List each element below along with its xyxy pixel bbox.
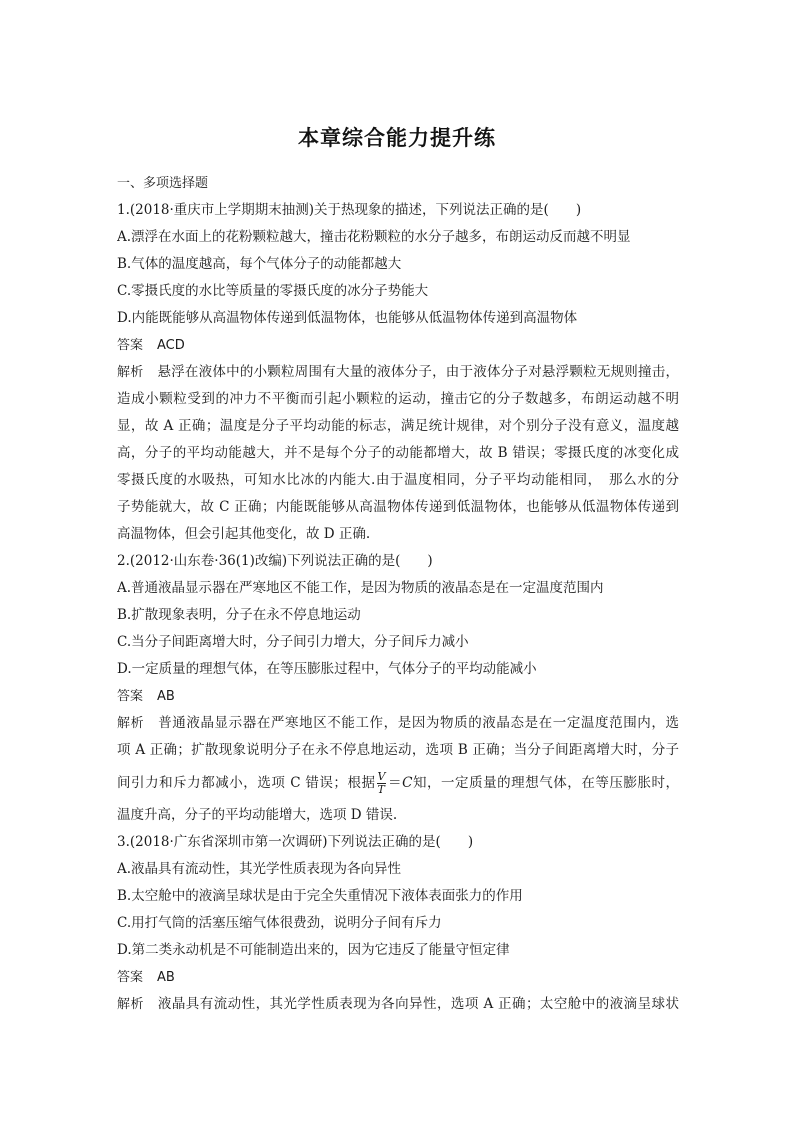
- analysis-line: 造成小颗粒受到的冲力不平衡而引起小颗粒的运动，撞击它的分子数越多，布朗运动越不明: [117, 391, 679, 407]
- q3-answer: [117, 964, 679, 991]
- answer-label: 答案: [117, 689, 144, 704]
- q2-analysis: [117, 710, 679, 829]
- analysis-label: 解析: [117, 365, 144, 380]
- q1-analysis: [117, 359, 679, 548]
- analysis-label: 解析: [117, 997, 144, 1012]
- analysis-line: 解析 普通液晶显示器在严寒地区不能工作，是因为物质的液晶态是在一定温度范围内，选: [117, 715, 679, 731]
- answer-value: AB: [157, 970, 175, 985]
- q1-answer: [117, 332, 679, 359]
- analysis-line: 零摄氏度的水吸热，可知水比冰的内能大.由于温度相同，分子平均动能相同， 那么水的分: [117, 472, 679, 488]
- analysis-line: 显，故 A 正确；温度是分子平均动能的标志，满足统计规律，对个别分子没有意义，温度越: [117, 418, 679, 434]
- q1-stem: 1.(2018·重庆市上学期期末抽测)关于热现象的描述，下列说法正确的是( ): [117, 202, 582, 218]
- section-heading: 一、多项选择题: [117, 176, 209, 191]
- q1-option-d: D.内能既能够从高温物体传递到低温物体，也能够从低温物体传递到高温物体: [117, 310, 578, 326]
- q3-option-d: D.第二类永动机是不可能制造出来的，因为它违反了能量守恒定律: [117, 942, 510, 958]
- answer-value: ACD: [157, 338, 185, 353]
- analysis-line: 子势能就大，故 C 正确；内能既能够从高温物体传递到低温物体，也能够从低温物体传递到: [117, 499, 679, 515]
- q2-stem: 2.(2012·山东卷·36(1)改编)下列说法正确的是( ): [117, 553, 433, 569]
- analysis-line: 高温物体，但会引起其他变化，故 D 正确.: [117, 526, 371, 542]
- q1-option-b: B.气体的温度越高，每个气体分子的动能都越大: [117, 256, 402, 272]
- analysis-line: 温度升高，分子的平均动能增大，选项 D 错误.: [117, 807, 398, 823]
- analysis-line: 解析 悬浮在液体中的小颗粒周围有大量的液体分子，由于液体分子对悬浮颗粒无规则撞击，: [117, 364, 679, 380]
- q3-option-c: C.用打气筒的活塞压缩气体很费劲，说明分子间有斥力: [117, 915, 442, 931]
- q3-option-b: B.太空舱中的液滴呈球状是由于完全失重情况下液体表面张力的作用: [117, 888, 523, 904]
- q3-stem: 3.(2018·广东省深圳市第一次调研)下列说法正确的是( ): [117, 834, 474, 850]
- q2-option-d: D.一定质量的理想气体，在等压膨胀过程中，气体分子的平均动能减小: [117, 661, 537, 677]
- analysis-line-formula: 间引力和斥力都减小，选项 C 错误；根据 $\frac{V}{T}$ ＝C知，一定质量的理想气体，在等压膨胀时，: [117, 770, 679, 796]
- q3-analysis: [117, 991, 679, 1018]
- q3-option-a: A.液晶具有流动性，其光学性质表现为各向异性: [117, 861, 402, 877]
- q2-answer: [117, 683, 679, 710]
- analysis-label: 解析: [117, 716, 145, 731]
- q2-option-b: B.扩散现象表明，分子在永不停息地运动: [117, 607, 361, 623]
- fraction-v-over-t: $\frac{V}{T}$: [377, 770, 386, 796]
- analysis-line: 解析 液晶具有流动性，其光学性质表现为各向异性，选项 A 正确；太空舱中的液滴呈球状: [117, 996, 679, 1012]
- answer-value: AB: [157, 689, 175, 704]
- q2-option-a: A.普通液晶显示器在严寒地区不能工作，是因为物质的液晶态是在一定温度范围内: [117, 580, 604, 596]
- answer-label: 答案: [117, 970, 144, 985]
- page-title: 本章综合能力提升练: [298, 126, 496, 150]
- q1-option-a: A.漂浮在水面上的花粉颗粒越大，撞击花粉颗粒的水分子越多，布朗运动反而越不明显: [117, 229, 631, 245]
- q2-option-c: C.当分子间距离增大时，分子间引力增大，分子间斥力减小: [117, 634, 469, 650]
- question-content: [117, 170, 679, 1018]
- answer-label: 答案: [117, 338, 144, 353]
- analysis-line: 高，分子的平均动能越大，并不是每个分子的动能都增大，故 B 错误；零摄氏度的冰变化成: [117, 445, 679, 461]
- q1-option-c: C.零摄氏度的水比等质量的零摄氏度的冰分子势能大: [117, 283, 429, 299]
- analysis-line: 项 A 正确；扩散现象说明分子在永不停息地运动，选项 B 正确；当分子间距离增大时，分子: [117, 742, 679, 758]
